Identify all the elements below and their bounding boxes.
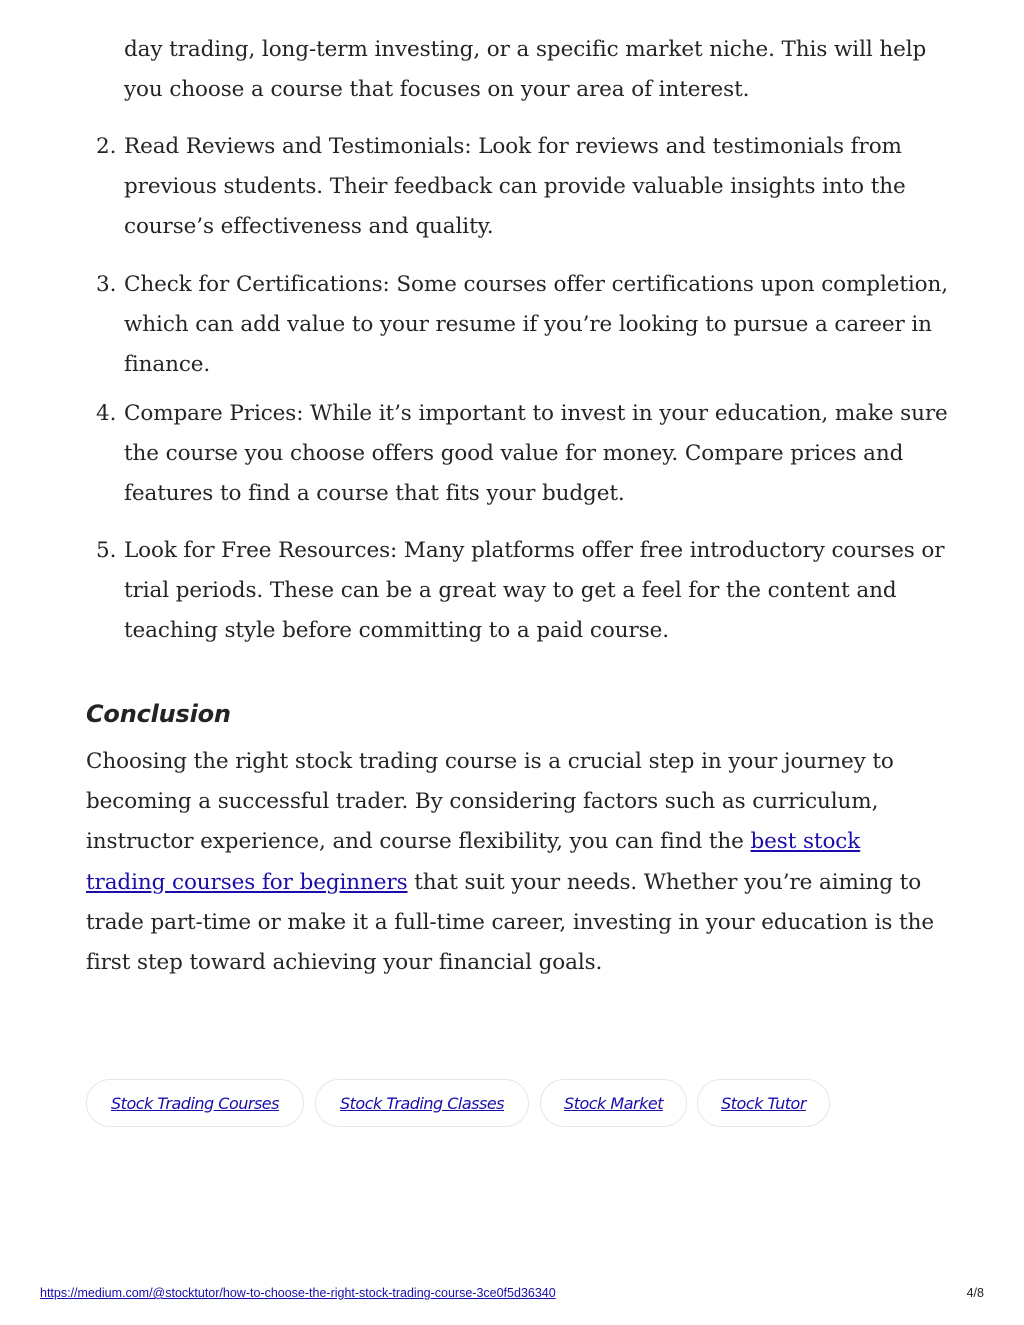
list-number: 2. [96, 134, 117, 159]
tag-stock-trading-classes[interactable] [315, 1079, 529, 1127]
list-item-text: Check for Certifications: Some courses offer certifications upon completion, which can add value to your resume if you’re looking to pursue a career in finance. [124, 272, 949, 377]
list-item-text: Compare Prices: While it’s important to invest in your education, make sure the course you choose offers good value for money. Compare prices and features to find a course that fits your budget. [124, 401, 948, 506]
tag-link[interactable]: Stock Tutor [721, 1093, 806, 1113]
page-number: 4/8 [966, 1286, 984, 1300]
tag-stock-tutor[interactable] [697, 1079, 830, 1127]
list-number: 5. [96, 538, 117, 563]
tag-link[interactable]: Stock Trading Courses [111, 1093, 279, 1113]
footer-url-link[interactable]: https://medium.com/@stocktutor/how-to-choose-the-right-stock-trading-course-3ce0f5d36340 [40, 1286, 556, 1300]
tag-link[interactable]: Stock Market [564, 1093, 663, 1113]
paragraph-text: Choosing the right stock trading course is a crucial step in your journey to becoming a successful trader. By considering factors such as curriculum, instructor experience, and course flexibility, you can find the [86, 749, 894, 855]
section-heading: Conclusion [86, 700, 231, 728]
list-item-text: Look for Free Resources: Many platforms offer free introductory courses or trial periods. These can be a great way to get a feel for the content and teaching style before committing to a paid course. [124, 538, 945, 643]
list-number: 4. [96, 401, 117, 426]
tag-link[interactable]: Stock Trading Classes [339, 1093, 505, 1113]
tag-stock-trading-courses[interactable] [86, 1079, 304, 1127]
list-item-text: Read Reviews and Testimonials: Look for reviews and testimonials from previous students. Their feedback can provide valuable insights into the course’s effectiveness and quality. [124, 134, 906, 239]
paragraph-text: that suit your needs. Whether you’re aiming to trade part-time or make it a full-time career, investing in your education is the first step toward achieving your financial goals. [86, 869, 934, 976]
best-stock-trading-courses-link[interactable]: best stock trading courses for beginners [86, 829, 861, 895]
tag-stock-market[interactable] [540, 1079, 687, 1127]
conclusion-paragraph [86, 742, 946, 983]
list-item-continuation: day trading, long-term investing, or a specific market niche. This will help you choose a course that focuses on your area of interest. [124, 37, 927, 102]
list-number: 3. [96, 272, 117, 297]
